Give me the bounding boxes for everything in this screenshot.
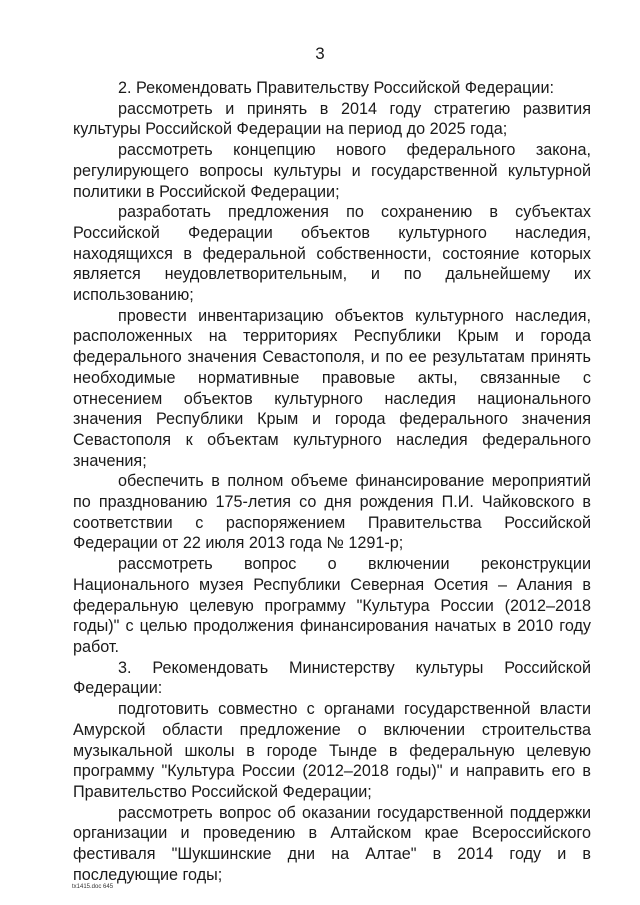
paragraph-heritage-proposals: разработать предложения по сохранению в субъектах Российской Федерации объектов культурного наследия, находящихся в федеральной собственности, состояние которых является неудовлетворительным, и по дальнейшему их использованию; — [73, 203, 591, 305]
paragraph-recommend-government: 2. Рекомендовать Правительству Российской Федерации: — [118, 79, 555, 97]
paragraph-strategy: рассмотреть и принять в 2014 году стратегию развития культуры Российской Федерации на период до 2025 года; — [73, 99, 591, 139]
paragraph-concept-law: рассмотреть концепцию нового федерального закона, регулирующего вопросы культуры и государственной культурной политики в Российской Федерации; — [73, 141, 591, 201]
footer-file-code: tx1415.doc 645 — [72, 884, 114, 890]
paragraph-crimea-inventory: провести инвентаризацию объектов культурного наследия, расположенных на территориях Республики Крым и города федерального значения Севастополя, и по ее результатам принять необходимые нормативные правовые акты, связанные с отнесением объектов культурного наследия национального значения Республики Крым и города федерального значения Севастополя к объектам культурного наследия федерального значения; — [73, 306, 591, 470]
page-number: 3 — [315, 44, 325, 63]
paragraph-museum-reconstruction: рассмотреть вопрос о включении реконструкции Национального музея Республики Северная Осетия – Алания в федеральную целевую программу "Культура России (2012–2018 годы)" с целью продолжения финансирования начатых в 2010 году работ. — [73, 555, 591, 656]
paragraph-music-school: подготовить совместно с органами государственной власти Амурской области предложение о включении строительства музыкальной школы в городе Тынде в федеральную целевую программу "Культура России (2012–2018 годы)" и направить его в Правительство Российской Федерации; — [73, 700, 591, 801]
paragraph-tchaikovsky-funding: обеспечить в полном объеме финансирование мероприятий по празднованию 175-летия со дня рождения П.И. Чайковского в соответствии с распоряжением Правительства Российской Федерации от 22 июля 2013 года № 1291-р; — [73, 472, 591, 553]
document-body — [73, 78, 591, 885]
paragraph-recommend-ministry: 3. Рекомендовать Министерству культуры Российской Федерации: — [73, 658, 591, 698]
paragraph-shukshin-festival: рассмотреть вопрос об оказании государственной поддержки организации и проведению в Алтайском крае Всероссийского фестиваля "Шукшинские дни на Алтае" в 2014 году и в последующие годы; — [73, 803, 591, 884]
